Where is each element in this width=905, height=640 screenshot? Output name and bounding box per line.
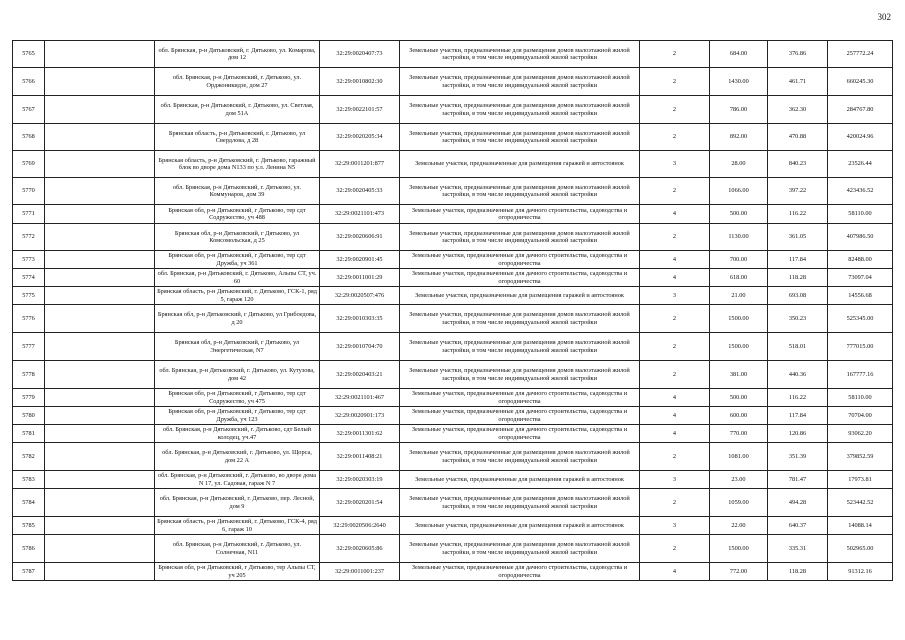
table-row (13, 269, 893, 287)
group-cell: 3 (640, 287, 710, 305)
blank-cell (45, 287, 155, 305)
address-cell: обл. Брянская, р-н Дятьковский, г. Дятьково, во дворе дома N 17, ул. Садовая, гараж N 7 (155, 471, 320, 489)
table-row (13, 489, 893, 517)
cadastral-number-cell: 32:29:0011301:62 (320, 425, 400, 443)
table-row (13, 96, 893, 124)
cadastral-number-cell: 32:29:0020405:33 (320, 178, 400, 205)
specific-value-cell: 361.05 (768, 224, 828, 251)
land-use-cell: Земельные участки, предназначенные для размещения гаражей и автостоянок (400, 151, 640, 178)
row-number: 5778 (13, 361, 45, 389)
area-cell: 770.00 (710, 425, 768, 443)
land-use-cell: Земельные участки, предназначенные для дачного строительства, садоводства и огородничества (400, 407, 640, 425)
blank-cell (45, 489, 155, 517)
blank-cell (45, 124, 155, 151)
specific-value-cell: 335.31 (768, 535, 828, 563)
cadastral-value-cell: 58110.00 (828, 389, 893, 407)
address-cell: обл. Брянская, р-н Дятьковский, г. Дятьково, ул. Щорса, дом 22 А (155, 443, 320, 471)
cadastral-value-cell: 420024.96 (828, 124, 893, 151)
area-cell: 21.00 (710, 287, 768, 305)
row-number: 5784 (13, 489, 45, 517)
cadastral-value-cell: 407986.50 (828, 224, 893, 251)
cadastral-number-cell: 32:29:0020605:86 (320, 535, 400, 563)
specific-value-cell: 116.22 (768, 205, 828, 224)
blank-cell (45, 535, 155, 563)
address-cell: Брянская обл, р-н Дятьковский, г Дятьково, тер сдт Дружба, уч 123 (155, 407, 320, 425)
land-use-cell: Земельные участки, предназначенные для размещения домов малоэтажной жилой застройки, в том числе индивидуальной жилой застройки (400, 124, 640, 151)
address-cell: Брянская область, р-н Дятьковский, г. Дятьково, ул Свердлова, д 28 (155, 124, 320, 151)
group-cell: 3 (640, 471, 710, 489)
row-number: 5785 (13, 517, 45, 535)
land-use-cell: Земельные участки, предназначенные для размещения домов малоэтажной жилой застройки, в том числе индивидуальной жилой застройки (400, 361, 640, 389)
group-cell: 4 (640, 425, 710, 443)
row-number: 5780 (13, 407, 45, 425)
group-cell: 2 (640, 333, 710, 361)
cadastral-number-cell: 32:29:0020407:73 (320, 41, 400, 68)
group-cell: 2 (640, 489, 710, 517)
area-cell: 500.00 (710, 389, 768, 407)
blank-cell (45, 251, 155, 269)
row-number: 5786 (13, 535, 45, 563)
specific-value-cell: 117.84 (768, 251, 828, 269)
land-use-cell: Земельные участки, предназначенные для размещения домов малоэтажной жилой застройки, в том числе индивидуальной жилой застройки (400, 41, 640, 68)
cadastral-value-cell: 284767.80 (828, 96, 893, 124)
land-use-cell: Земельные участки, предназначенные для размещения домов малоэтажной жилой застройки, в том числе индивидуальной жилой застройки (400, 305, 640, 333)
group-cell: 2 (640, 124, 710, 151)
cadastral-value-cell: 93062.20 (828, 425, 893, 443)
cadastral-number-cell: 32:29:0020901:45 (320, 251, 400, 269)
land-use-cell: Земельные участки, предназначенные для размещения домов малоэтажной жилой застройки, в том числе индивидуальной жилой застройки (400, 96, 640, 124)
land-use-cell: Земельные участки, предназначенные для дачного строительства, садоводства и огородничества (400, 251, 640, 269)
row-number: 5772 (13, 224, 45, 251)
cadastral-value-cell: 502965.00 (828, 535, 893, 563)
cadastral-value-cell: 82488.00 (828, 251, 893, 269)
group-cell: 3 (640, 151, 710, 178)
address-cell: Брянская область, р-н Дятьковский, г. Дятьково, ГСК-4, ряд 6, гараж 10 (155, 517, 320, 535)
address-cell: обл. Брянская, р-н Дятьковский, г. Дятьково, ул. Комарова, дом 12 (155, 41, 320, 68)
area-cell: 1430.00 (710, 68, 768, 96)
table-row (13, 151, 893, 178)
address-cell: Брянская обл, р-н Дятьковский, г Дятьково, тер сдт Содружество, уч 475 (155, 389, 320, 407)
cadastral-number-cell: 32:29:0011001:29 (320, 269, 400, 287)
group-cell: 2 (640, 224, 710, 251)
address-cell: Брянская область, р-н Дятьковский, г. Дятьково, ГСК-1, ряд 5, гараж 120 (155, 287, 320, 305)
cadastral-value-cell: 777015.00 (828, 333, 893, 361)
land-use-cell: Земельные участки, предназначенные для размещения домов малоэтажной жилой застройки, в том числе индивидуальной жилой застройки (400, 178, 640, 205)
blank-cell (45, 471, 155, 489)
cadastral-value-cell: 523442.52 (828, 489, 893, 517)
specific-value-cell: 118.28 (768, 563, 828, 581)
table-row (13, 389, 893, 407)
specific-value-cell: 117.84 (768, 407, 828, 425)
group-cell: 2 (640, 68, 710, 96)
group-cell: 4 (640, 389, 710, 407)
address-cell: обл. Брянская, р-н Дятьковский, г. Дятьково, пер. Лесной, дом 9 (155, 489, 320, 517)
row-number: 5777 (13, 333, 45, 361)
group-cell: 2 (640, 361, 710, 389)
group-cell: 4 (640, 563, 710, 581)
address-cell: обл. Брянская, р-н Дятьковский, г. Дятьково, ул. Солнечная, N11 (155, 535, 320, 563)
row-number: 5769 (13, 151, 45, 178)
table-row (13, 471, 893, 489)
cadastral-number-cell: 32:29:0020901:173 (320, 407, 400, 425)
address-cell: Брянская обл, р-н Дятьковский, г Дятьково, тер сдт Содружество, уч 488 (155, 205, 320, 224)
blank-cell (45, 333, 155, 361)
cadastral-number-cell: 32:29:0020303:19 (320, 471, 400, 489)
address-cell: Брянская обл, р-н Дятьковский, г Дятьково, ул Комсомольская, д 25 (155, 224, 320, 251)
cadastral-value-cell: 17973.81 (828, 471, 893, 489)
specific-value-cell: 397.22 (768, 178, 828, 205)
specific-value-cell: 840.23 (768, 151, 828, 178)
area-cell: 1081.00 (710, 443, 768, 471)
cadastral-value-cell: 423436.52 (828, 178, 893, 205)
blank-cell (45, 151, 155, 178)
table-row (13, 407, 893, 425)
address-cell: Брянская обл, р-н Дятьковский, г Дятьково, тер Альпы СТ, уч 205 (155, 563, 320, 581)
area-cell: 1500.00 (710, 535, 768, 563)
table-row (13, 205, 893, 224)
cadastral-value-cell: 23526.44 (828, 151, 893, 178)
specific-value-cell: 350.23 (768, 305, 828, 333)
row-number: 5766 (13, 68, 45, 96)
land-use-cell: Земельные участки, предназначенные для размещения домов малоэтажной жилой застройки, в том числе индивидуальной жилой застройки (400, 535, 640, 563)
row-number: 5771 (13, 205, 45, 224)
blank-cell (45, 269, 155, 287)
row-number: 5782 (13, 443, 45, 471)
cadastral-number-cell: 32:29:0020201:54 (320, 489, 400, 517)
cadastral-number-cell: 32:29:0021101:473 (320, 205, 400, 224)
cadastral-value-cell: 167777.16 (828, 361, 893, 389)
land-use-cell: Земельные участки, предназначенные для дачного строительства, садоводства и огородничества (400, 269, 640, 287)
blank-cell (45, 407, 155, 425)
specific-value-cell: 120.86 (768, 425, 828, 443)
specific-value-cell: 362.30 (768, 96, 828, 124)
blank-cell (45, 389, 155, 407)
specific-value-cell: 376.86 (768, 41, 828, 68)
address-cell: обл. Брянская, р-н Дятьковский, г. Дятьково, ул. Коммунаров, дом 39 (155, 178, 320, 205)
blank-cell (45, 96, 155, 124)
group-cell: 3 (640, 517, 710, 535)
table-row (13, 443, 893, 471)
blank-cell (45, 443, 155, 471)
group-cell: 2 (640, 443, 710, 471)
row-number: 5770 (13, 178, 45, 205)
area-cell: 1500.00 (710, 305, 768, 333)
area-cell: 23.00 (710, 471, 768, 489)
cadastral-number-cell: 32:29:0010704:70 (320, 333, 400, 361)
blank-cell (45, 205, 155, 224)
specific-value-cell: 461.71 (768, 68, 828, 96)
land-use-cell: Земельные участки, предназначенные для дачного строительства, садоводства и огородничества (400, 389, 640, 407)
group-cell: 2 (640, 41, 710, 68)
blank-cell (45, 361, 155, 389)
blank-cell (45, 425, 155, 443)
table-row (13, 517, 893, 535)
specific-value-cell: 781.47 (768, 471, 828, 489)
table-row (13, 425, 893, 443)
table-row (13, 251, 893, 269)
cadastral-number-cell: 32:29:0011001:237 (320, 563, 400, 581)
area-cell: 28.00 (710, 151, 768, 178)
area-cell: 500.00 (710, 205, 768, 224)
group-cell: 2 (640, 96, 710, 124)
specific-value-cell: 640.37 (768, 517, 828, 535)
group-cell: 4 (640, 205, 710, 224)
land-use-cell: Земельные участки, предназначенные для дачного строительства, садоводства и огородничества (400, 563, 640, 581)
cadastral-number-cell: 32:29:0020506:2640 (320, 517, 400, 535)
cadastral-value-cell: 525345.00 (828, 305, 893, 333)
specific-value-cell: 351.39 (768, 443, 828, 471)
blank-cell (45, 41, 155, 68)
table-row (13, 68, 893, 96)
row-number: 5768 (13, 124, 45, 151)
row-number: 5773 (13, 251, 45, 269)
table-row (13, 224, 893, 251)
cadastral-value-cell: 91312.16 (828, 563, 893, 581)
cadastral-value-cell: 379852.59 (828, 443, 893, 471)
group-cell: 4 (640, 251, 710, 269)
area-cell: 700.00 (710, 251, 768, 269)
cadastral-value-cell: 73097.04 (828, 269, 893, 287)
address-cell: обл. Брянская, р-н Дятьковский, г. Дятьково, ул. Кутузова, дом 42 (155, 361, 320, 389)
land-use-cell: Земельные участки, предназначенные для размещения домов малоэтажной жилой застройки, в том числе индивидуальной жилой застройки (400, 224, 640, 251)
address-cell: Брянская область, р-н Дятьковский, г. Дятьково, гаражный блок во дворе дома N133 по у.л. Ленина N5 (155, 151, 320, 178)
address-cell: обл. Брянская, р-н Дятьковский, г. Дятьково, ул. Светлая, дом 51А (155, 96, 320, 124)
land-use-cell: Земельные участки, предназначенные для дачного строительства, садоводства и огородничества (400, 425, 640, 443)
blank-cell (45, 305, 155, 333)
specific-value-cell: 116.22 (768, 389, 828, 407)
row-number: 5776 (13, 305, 45, 333)
cadastral-number-cell: 32:29:0022101:57 (320, 96, 400, 124)
group-cell: 4 (640, 407, 710, 425)
group-cell: 2 (640, 535, 710, 563)
specific-value-cell: 440.36 (768, 361, 828, 389)
row-number: 5779 (13, 389, 45, 407)
row-number: 5781 (13, 425, 45, 443)
address-cell: Брянская обл, р-н Дятьковский, г Дятьково, ул Грибоедова, д 20 (155, 305, 320, 333)
specific-value-cell: 494.28 (768, 489, 828, 517)
area-cell: 22.00 (710, 517, 768, 535)
land-use-cell: Земельные участки, предназначенные для размещения гаражей и автостоянок (400, 471, 640, 489)
row-number: 5775 (13, 287, 45, 305)
address-cell: Брянская обл, р-н Дятьковский, г Дятьково, тер сдт Дружба, уч 361 (155, 251, 320, 269)
area-cell: 772.00 (710, 563, 768, 581)
blank-cell (45, 517, 155, 535)
address-cell: обл. Брянская, р-н Дятьковский, г. Дятьково, сдт Белый колодец, уч.47 (155, 425, 320, 443)
table-row (13, 361, 893, 389)
specific-value-cell: 693.08 (768, 287, 828, 305)
land-use-cell: Земельные участки, предназначенные для размещения домов малоэтажной жилой застройки, в том числе индивидуальной жилой застройки (400, 489, 640, 517)
land-use-cell: Земельные участки, предназначенные для дачного строительства, садоводства и огородничества (400, 205, 640, 224)
cadastral-value-cell: 70704.00 (828, 407, 893, 425)
cadastral-number-cell: 32:29:0011408:21 (320, 443, 400, 471)
area-cell: 684.00 (710, 41, 768, 68)
blank-cell (45, 224, 155, 251)
land-use-cell: Земельные участки, предназначенные для размещения гаражей и автостоянок (400, 517, 640, 535)
land-use-cell: Земельные участки, предназначенные для размещения гаражей и автостоянок (400, 287, 640, 305)
group-cell: 2 (640, 178, 710, 205)
blank-cell (45, 178, 155, 205)
cadastral-value-cell: 14088.14 (828, 517, 893, 535)
area-cell: 618.00 (710, 269, 768, 287)
land-use-cell: Земельные участки, предназначенные для размещения домов малоэтажной жилой застройки, в том числе индивидуальной жилой застройки (400, 333, 640, 361)
land-use-cell: Земельные участки, предназначенные для размещения домов малоэтажной жилой застройки, в том числе индивидуальной жилой застройки (400, 443, 640, 471)
row-number: 5787 (13, 563, 45, 581)
area-cell: 600.00 (710, 407, 768, 425)
table-row (13, 305, 893, 333)
address-cell: Брянская обл, р-н Дятьковский, г Дятьково, ул Энергетическая, N7 (155, 333, 320, 361)
cadastral-number-cell: 32:29:0020403:21 (320, 361, 400, 389)
cadastral-number-cell: 32:29:0020606:91 (320, 224, 400, 251)
cadastral-number-cell: 32:29:0020507:476 (320, 287, 400, 305)
area-cell: 786.00 (710, 96, 768, 124)
cadastral-value-cell: 257772.24 (828, 41, 893, 68)
table-row (13, 287, 893, 305)
table-row (13, 41, 893, 68)
table-row (13, 563, 893, 581)
cadastral-value-cell: 58110.00 (828, 205, 893, 224)
land-plot-table (12, 40, 893, 581)
table-row (13, 535, 893, 563)
area-cell: 1500.00 (710, 333, 768, 361)
cadastral-number-cell: 32:29:0010303:35 (320, 305, 400, 333)
address-cell: обл. Брянская, р-н Дятьковский, г. Дятьково, ул. Орджоникидзе, дом 27 (155, 68, 320, 96)
row-number: 5783 (13, 471, 45, 489)
row-number: 5767 (13, 96, 45, 124)
cadastral-value-cell: 14556.68 (828, 287, 893, 305)
blank-cell (45, 563, 155, 581)
area-cell: 1130.00 (710, 224, 768, 251)
page-number: 302 (877, 12, 891, 22)
cadastral-number-cell: 32:29:0021101:467 (320, 389, 400, 407)
land-use-cell: Земельные участки, предназначенные для размещения домов малоэтажной жилой застройки, в том числе индивидуальной жилой застройки (400, 68, 640, 96)
table-row (13, 178, 893, 205)
address-cell: обл. Брянская, р-н Дятьковский, г. Дятьково, Альпы СТ, уч. 60 (155, 269, 320, 287)
group-cell: 4 (640, 269, 710, 287)
cadastral-value-cell: 660245.30 (828, 68, 893, 96)
row-number: 5765 (13, 41, 45, 68)
row-number: 5774 (13, 269, 45, 287)
area-cell: 1059.00 (710, 489, 768, 517)
cadastral-number-cell: 32:29:0010802:30 (320, 68, 400, 96)
group-cell: 2 (640, 305, 710, 333)
blank-cell (45, 68, 155, 96)
specific-value-cell: 470.88 (768, 124, 828, 151)
specific-value-cell: 518.01 (768, 333, 828, 361)
area-cell: 381.00 (710, 361, 768, 389)
table-row (13, 333, 893, 361)
area-cell: 892.00 (710, 124, 768, 151)
area-cell: 1066.00 (710, 178, 768, 205)
specific-value-cell: 118.28 (768, 269, 828, 287)
cadastral-number-cell: 32:29:0020205:34 (320, 124, 400, 151)
cadastral-number-cell: 32:29:0011201:877 (320, 151, 400, 178)
table-row (13, 124, 893, 151)
table-body (13, 41, 893, 581)
